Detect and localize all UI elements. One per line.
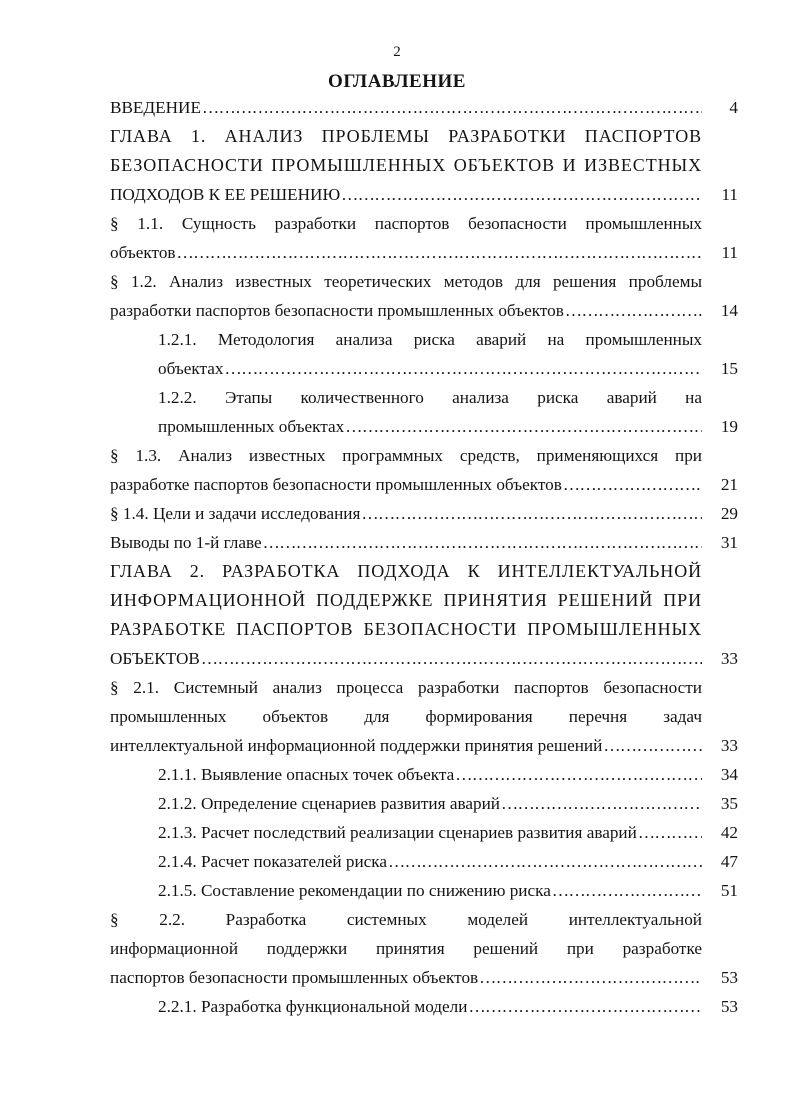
toc-entry-s2-2-1: 2.2.1. Разработка функциональной модели ………………………………………………………………………………………………………………………………………………………… 53 [110, 992, 738, 1021]
toc-page-number: 19 [720, 417, 738, 436]
toc-page-number: 53 [720, 997, 738, 1016]
toc-entry-s1-2-line1: § 1.2. Анализ известных теоретических методов для решения проблемы [110, 272, 702, 291]
toc-entry-s2-2-line1: § 2.2. Разработка системных моделей интеллектуальной [110, 910, 702, 929]
toc-page-number: 4 [729, 98, 738, 117]
toc-entry-chapter2-line1: ГЛАВА 2. РАЗРАБОТКА ПОДХОДА К ИНТЕЛЛЕКТУАЛЬНОЙ [110, 561, 702, 581]
toc-page-number: 33 [720, 649, 738, 668]
toc-title: ОГЛАВЛЕНИЕ [328, 71, 466, 92]
toc-entry-chapter2-line3: РАЗРАБОТКЕ ПАСПОРТОВ БЕЗОПАСНОСТИ ПРОМЫШЛЕННЫХ [110, 619, 702, 639]
toc-page-number: 47 [720, 852, 738, 871]
table-of-contents [110, 93, 738, 1021]
toc-entry-s2-1-1: 2.1.1. Выявление опасных точек объекта ………………………………………………………………………………………………………………………………………………………… 34 [110, 760, 738, 789]
toc-entry-s1-1-line1: § 1.1. Сущность разработки паспортов безопасности промышленных [110, 214, 702, 233]
toc-entry-chapter2-line2: ИНФОРМАЦИОННОЙ ПОДДЕРЖКЕ ПРИНЯТИЯ РЕШЕНИЙ ПРИ [110, 590, 702, 610]
toc-entry-s1-2-1-line1: 1.2.1. Методология анализа риска аварий на промышленных [158, 330, 702, 349]
toc-entry-conclusions1: Выводы по 1-й главе ………………………………………………………………………………………………………………………………………………………… 31 [110, 528, 738, 557]
toc-entry-s2-1-line2: промышленных объектов для формирования перечня задач [110, 707, 702, 726]
toc-entry-s2-2-line3: паспортов безопасности промышленных объектов ………………………………………………………………………………………………………………………………………………………… 53 [110, 963, 738, 992]
toc-entry-s1-2-line2: разработки паспортов безопасности промышленных объектов ………………………………………………………………………………………………………………………………………………………… 14 [110, 296, 738, 325]
toc-entry-s1-3-line2: разработке паспортов безопасности промышленных объектов ………………………………………………………………………………………………………………………………………………………… 21 [110, 470, 738, 499]
toc-page-number: 53 [720, 968, 738, 987]
toc-page-number: 51 [720, 881, 738, 900]
toc-entry-s1-2-2-line1: 1.2.2. Этапы количественного анализа риска аварий на [158, 388, 702, 407]
toc-entry-s1-1-line2: объектов ………………………………………………………………………………………………………………………………………………………… 11 [110, 238, 738, 267]
toc-page-number: 29 [720, 504, 738, 523]
toc-entry-introduction: ВВЕДЕНИЕ ………………………………………………………………………………………………………………………………………………………… 4 [110, 93, 738, 122]
toc-entry-chapter1-line3: ПОДХОДОВ К ЕЕ РЕШЕНИЮ ………………………………………………………………………………………………………………………………………………………… 11 [110, 180, 738, 209]
toc-page-number: 11 [721, 185, 738, 204]
toc-entry-s2-1-3: 2.1.3. Расчет последствий реализации сценариев развития аварий ………………………………………………………………………………………………………………………………………………………… 42 [110, 818, 738, 847]
toc-page-number: 31 [720, 533, 738, 552]
toc-page-number: 33 [720, 736, 738, 755]
toc-page-number: 34 [720, 765, 738, 784]
toc-page-number: 21 [720, 475, 738, 494]
toc-entry-s2-1-5: 2.1.5. Составление рекомендации по снижению риска ………………………………………………………………………………………………………………………………………………………… 51 [110, 876, 738, 905]
toc-entry-s1-4: § 1.4. Цели и задачи исследования ………………………………………………………………………………………………………………………………………………………… 29 [110, 499, 738, 528]
toc-page-number: 15 [720, 359, 738, 378]
toc-entry-s1-2-1-line2: объектах ………………………………………………………………………………………………………………………………………………………… 15 [110, 354, 738, 383]
toc-page-number: 42 [720, 823, 738, 842]
toc-entry-s1-2-2-line2: промышленных объектах ………………………………………………………………………………………………………………………………………………………… 19 [110, 412, 738, 441]
page-number: 2 [393, 44, 401, 60]
toc-entry-s2-1-4: 2.1.4. Расчет показателей риска ………………………………………………………………………………………………………………………………………………………… 47 [110, 847, 738, 876]
toc-entry-s2-2-line2: информационной поддержки принятия решений при разработке [110, 939, 702, 958]
toc-entry-chapter1-line1: ГЛАВА 1. АНАЛИЗ ПРОБЛЕМЫ РАЗРАБОТКИ ПАСПОРТОВ [110, 126, 702, 146]
toc-entry-s2-1-2: 2.1.2. Определение сценариев развития аварий ………………………………………………………………………………………………………………………………………………………… 35 [110, 789, 738, 818]
toc-page-number: 14 [720, 301, 738, 320]
toc-entry-chapter1-line2: БЕЗОПАСНОСТИ ПРОМЫШЛЕННЫХ ОБЪЕКТОВ И ИЗВЕСТНЫХ [110, 155, 702, 175]
toc-entry-s2-1-line1: § 2.1. Системный анализ процесса разработки паспортов безопасности [110, 678, 702, 697]
toc-page-number: 11 [721, 243, 738, 262]
toc-entry-chapter2-line4: ОБЪЕКТОВ ………………………………………………………………………………………………………………………………………………………… 33 [110, 644, 738, 673]
toc-page-number: 35 [720, 794, 738, 813]
toc-entry-s1-3-line1: § 1.3. Анализ известных программных средств, применяющихся при [110, 446, 702, 465]
toc-entry-s2-1-line3: интеллектуальной информационной поддержки принятия решений ………………………………………………………………………………………………………………………………………………………… 33 [110, 731, 738, 760]
